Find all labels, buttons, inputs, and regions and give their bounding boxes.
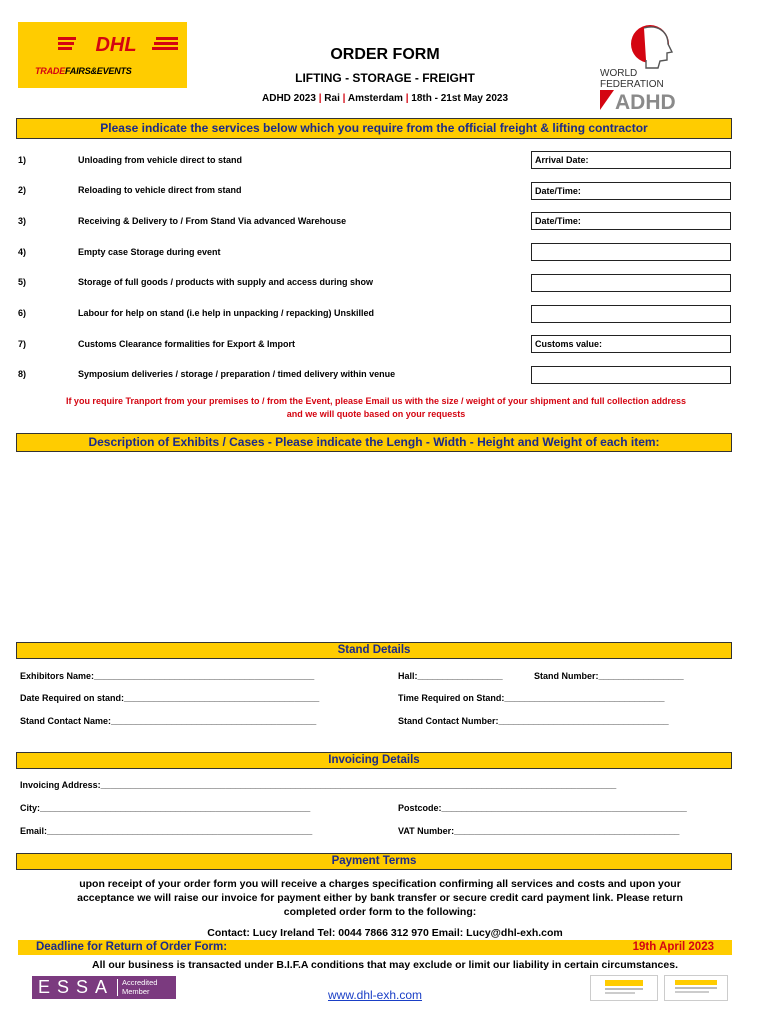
services-heading: Please indicate the services below which you require from the official freight & lifting contractor: [16, 118, 732, 139]
invoicing-details-heading: Invoicing Details: [16, 752, 732, 769]
labour-field[interactable]: [531, 305, 731, 323]
stand-details-heading: Stand Details: [16, 642, 732, 659]
website-link[interactable]: www.dhl-exh.com: [327, 988, 423, 1002]
city-field[interactable]: City:______________________________________________________: [20, 803, 311, 813]
warehouse-datetime-field[interactable]: Date/Time:: [531, 212, 731, 230]
service-label: Receiving & Delivery to / From Stand Via advanced Warehouse: [78, 216, 347, 226]
stand-contact-name-field[interactable]: Stand Contact Name:_________________________________________: [20, 716, 317, 726]
deadline-label: Deadline for Return of Order Form:: [36, 941, 228, 953]
stand-contact-number-field[interactable]: Stand Contact Number:__________________________________: [398, 716, 669, 726]
contact-info: Contact: Lucy Ireland Tel: 0044 7866 312 970 Email: Lucy@dhl-exh.com: [207, 927, 563, 939]
partner-badge: [664, 975, 728, 1001]
svg-text:DHL: DHL: [95, 34, 137, 56]
exhibits-heading: Description of Exhibits / Cases - Please indicate the Lengh - Width - Height and Weight of each item:: [16, 433, 732, 452]
vat-number-field[interactable]: VAT Number:_____________________________________________: [398, 826, 680, 836]
invoicing-address-field[interactable]: Invoicing Address:_______________________________________________________________________________________________________: [20, 780, 617, 790]
payment-terms-text: upon receipt of your order form you will receive a charges specification confirming all services and costs and upon your acceptance we will raise our invoice for payment either by bank transfer or secure credit card payment link. Please return completed order form to the following:: [77, 878, 683, 918]
service-label: Storage of full goods / products with supply and access during show: [78, 277, 374, 287]
empty-case-storage-field[interactable]: [531, 243, 731, 261]
service-label: Customs Clearance formalities for Export & Import: [78, 339, 296, 349]
service-label: Empty case Storage during event: [78, 247, 221, 257]
hall-field[interactable]: Hall:_________________: [398, 671, 503, 681]
symposium-deliveries-field[interactable]: [531, 366, 731, 384]
service-number: 2): [18, 185, 27, 195]
svg-text:FEDERATION: FEDERATION: [600, 79, 664, 90]
service-number: 3): [18, 216, 27, 226]
exhibitors-name-field[interactable]: Exhibitors Name:____________________________________________: [20, 671, 315, 681]
email-field[interactable]: Email:_____________________________________________________: [20, 826, 313, 836]
service-number: 4): [18, 247, 27, 257]
customs-value-field[interactable]: Customs value:: [531, 335, 731, 353]
service-number: 8): [18, 369, 27, 379]
service-number: 7): [18, 339, 27, 349]
world-federation-adhd-logo: [596, 20, 686, 112]
page-subtitle: LIFTING - STORAGE - FREIGHT: [295, 71, 475, 85]
time-required-field[interactable]: Time Required on Stand:________________________________: [398, 693, 665, 703]
postcode-field[interactable]: Postcode:_________________________________________________: [398, 803, 687, 813]
date-required-field[interactable]: Date Required on stand:_______________________________________: [20, 693, 320, 703]
event-info: ADHD 2023 | Rai | Amsterdam | 18th - 21st May 2023: [262, 93, 508, 104]
reloading-datetime-field[interactable]: Date/Time:: [531, 182, 731, 200]
partner-badge: [590, 975, 658, 1001]
full-goods-storage-field[interactable]: [531, 274, 731, 292]
stand-number-field[interactable]: Stand Number:_________________: [534, 671, 684, 681]
service-label: Unloading from vehicle direct to stand: [78, 155, 243, 165]
tradefairs-events-text: TRADEFAIRS&EVENTS: [35, 66, 132, 76]
service-label: Labour for help on stand (i.e help in unpacking / repacking) Unskilled: [78, 308, 375, 318]
transport-notice: If you require Tranport from your premises to / from the Event, please Email us with the size / weight of your shipment and full collection address and we will quote based on your requests: [65, 396, 687, 419]
exhibits-description-area[interactable]: [16, 455, 732, 635]
arrival-date-field[interactable]: Arrival Date:: [531, 151, 731, 169]
service-label: Symposium deliveries / storage / preparation / timed delivery within venue: [78, 369, 396, 379]
liability-statement: All our business is transacted under B.I.F.A conditions that may exclude or limit our liability in certain circumstances.: [91, 959, 678, 971]
service-number: 6): [18, 308, 27, 318]
payment-terms-heading: Payment Terms: [16, 853, 732, 870]
deadline-bar: [18, 940, 732, 955]
page-title: ORDER FORM: [330, 46, 440, 63]
dhl-wordmark-icon: [58, 24, 178, 68]
service-number: 5): [18, 277, 27, 287]
svg-text:WORLD: WORLD: [600, 68, 638, 79]
service-label: Reloading to vehicle direct from stand: [78, 185, 242, 195]
svg-text:ADHD: ADHD: [615, 91, 676, 112]
deadline-date: 19th April 2023: [632, 941, 714, 953]
service-number: 1): [18, 155, 27, 165]
dhl-logo: [18, 22, 187, 88]
essa-accredited-badge: ESSA Accredited Member: [32, 976, 176, 999]
